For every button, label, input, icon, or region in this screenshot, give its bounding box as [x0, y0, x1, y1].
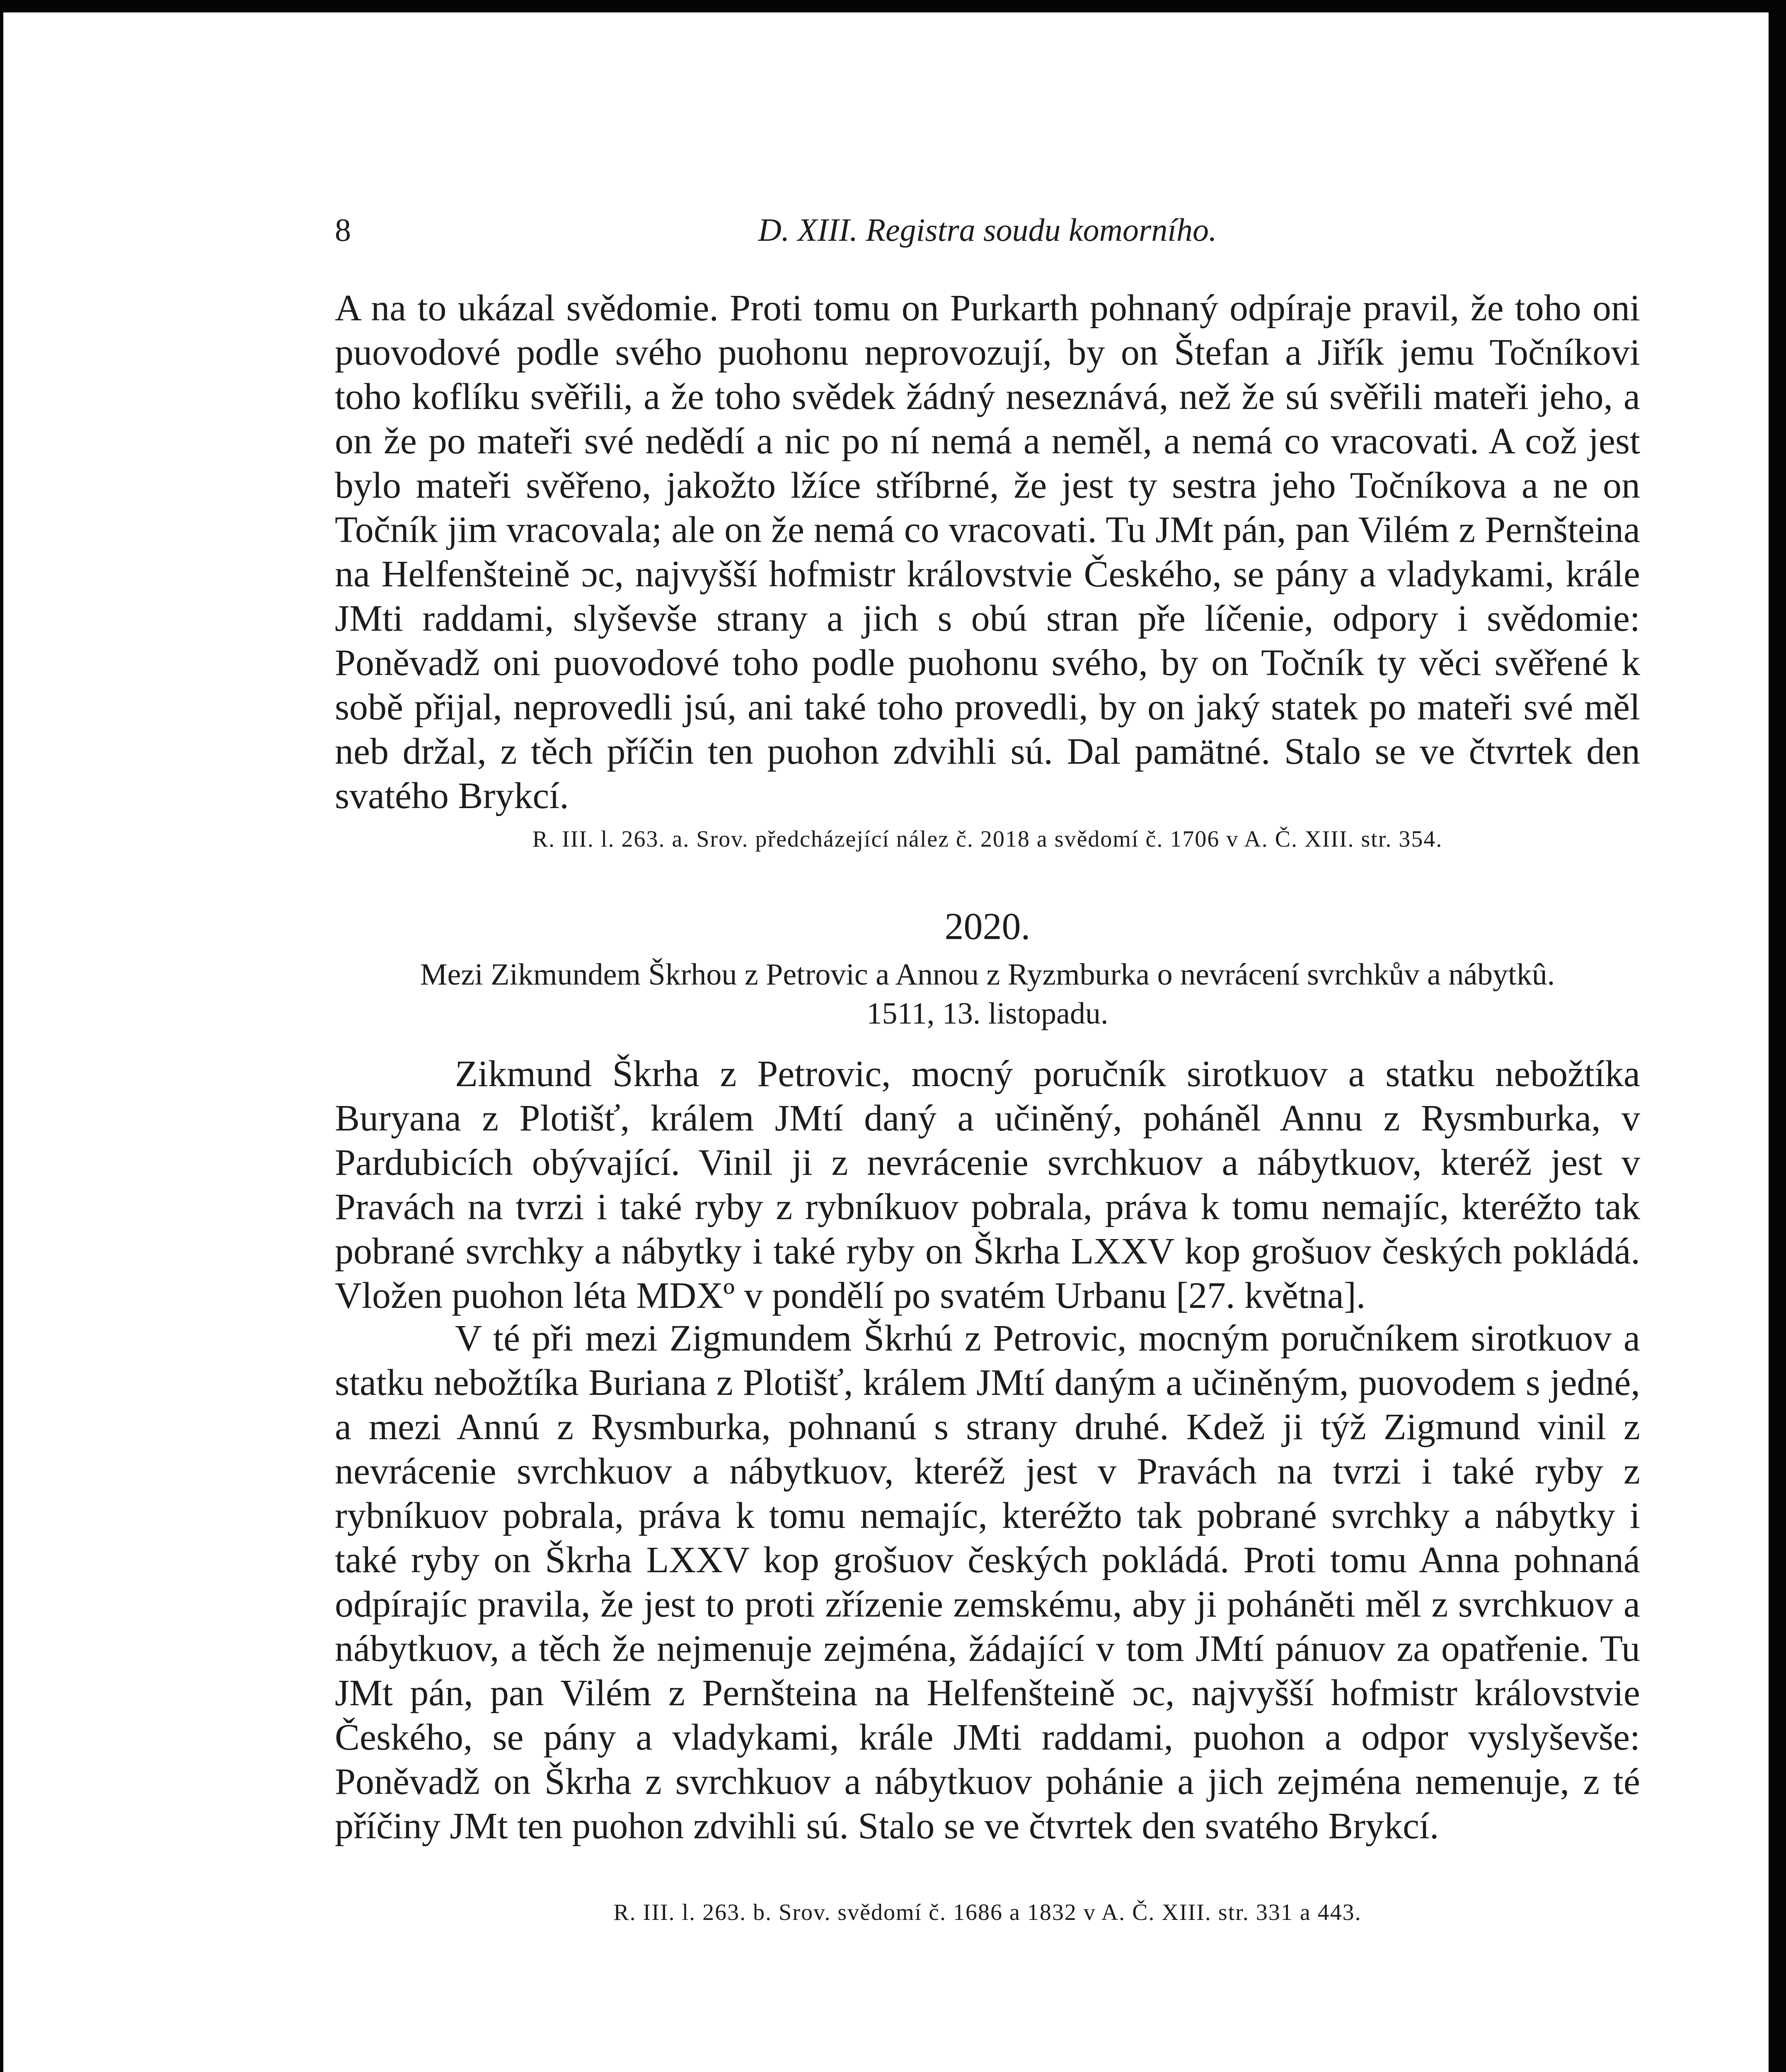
entry-paragraph-summons: Zikmund Škrha z Petrovic, mocný poručník sirotkuov a statku nebožtíka Buryana z Plotišť, králem JMtí daný a učiněný, poháněl Annu z Rysmburka, v Pardubicích obývající. Vinil ji z nevrácenie svrchkuov a nábytkuov, kteréž jest v Pravách na tvrzi i také ryby z rybníkuov pobrala, práva k tomu nemajíc, kteréžto tak pobrané svrchky a nábytky i také ryby on Škrha LXXV kop grošuov českých pokládá. Vložen puohon léta MDXº v pondělí po svatém Urbanu [27. května].: [335, 1053, 1640, 1316]
scan-border-right: [1769, 0, 1786, 2072]
scan-border-top: [0, 0, 1786, 12]
scan-border-left: [0, 0, 3, 2072]
entry-heading: [335, 955, 1640, 1033]
entry-number: 2020.: [944, 905, 1031, 947]
entry-heading-title: Mezi Zikmundem Škrhou z Petrovic a Annou z Ryzmburka o nevrácení svrchkův a nábytkû.: [420, 958, 1555, 992]
paragraph-continuation: A na to ukázal svědomie. Proti tomu on Purkarth pohnaný odpíraje pravil, že toho oni puovodové podle svého puohonu neprovozují, by on Štefan a Jiřík jemu Točníkovi toho koflíku svěřili, a že toho svědek žádný neseznává, než že sú svěřili mateři jeho, a on že po mateři své nedědí a nic po ní nemá a neměl, a nemá co vracovati. A což jest bylo mateři svěřeno, jakožto lžíce stříbrné, že jest ty sestra jeho Točníkova a ne on Točník jim vracovala; ale on že nemá co vracovati. Tu JMt pán, pan Vilém z Pernšteina na Helfenšteině ɔc, najvyšší hofmistr královstvie Českého, se pány a vladykami, krále JMti raddami, slyševše strany a jich s obú stran pře líčenie, odpory i svědomie: Poněvadž oni puovodové toho podle puohonu svého, by on Točník ty věci svěřené k sobě přijal, neprovedli jsú, ani také toho provedli, by on jaký statek po mateři své měl neb držal, z těch příčin ten puohon zdvihli sú. Dal pamätné. Stalo se ve čtvrtek den svatého Brykcí.: [335, 288, 1640, 816]
page-number: 8: [335, 212, 351, 248]
source-reference-2020: R. III. l. 263. b. Srov. svědomí č. 1686 a 1832 v A. Č. XIII. str. 331 a 443.: [613, 1900, 1362, 1925]
source-reference-2019: R. III. l. 263. a. Srov. předcházející nález č. 2018 a svědomí č. 1706 v A. Č. XIII. str. 354.: [532, 826, 1443, 852]
entry-paragraph-verdict: V té při mezi Zigmundem Škrhú z Petrovic, mocným poručníkem sirotkuov a statku nebožtíka Buriana z Plotišť, králem JMtí daným a učiněným, puovodem s jedné, a mezi Annú z Rysmburka, pohnanú s strany druhé. Kdež ji týž Zigmund vinil z nevrácenie svrchkuov a nábytkuov, kteréž jest v Pravách na tvrzi i také ryby z rybníkuov pobrala, práva k tomu nemajíc, kteréžto tak pobrané svrchky a nábytky i také ryby on Škrha LXXV kop grošuov českých pokládá. Proti tomu Anna pohnaná odpírajíc pravila, že jest to proti zřízenie zemskému, aby ji pohánĕti měl z svrchkuov a nábytkuov, a těch že nejmenuje zejména, žádající v tom JMtí pánuov za opatřenie. Tu JMt pán, pan Vilém z Pernšteina na Helfenšteině ɔc, najvyšší hofmistr královstvie Českého, se pány a vladykami, krále JMti raddami, puohon a odpor vyslyševše: Poněvadž on Škrha z svrchkuov a nábytkuov pohánie a jich zejména nemenuje, z té příčiny JMt ten puohon zdvihli sú. Stalo se ve čtvrtek den svatého Brykcí.: [335, 1318, 1640, 1847]
running-title: D. XIII. Registra soudu komorního.: [758, 212, 1217, 248]
entry-heading-date: 1511, 13. listopadu.: [866, 997, 1108, 1031]
page-header: [335, 211, 1640, 261]
